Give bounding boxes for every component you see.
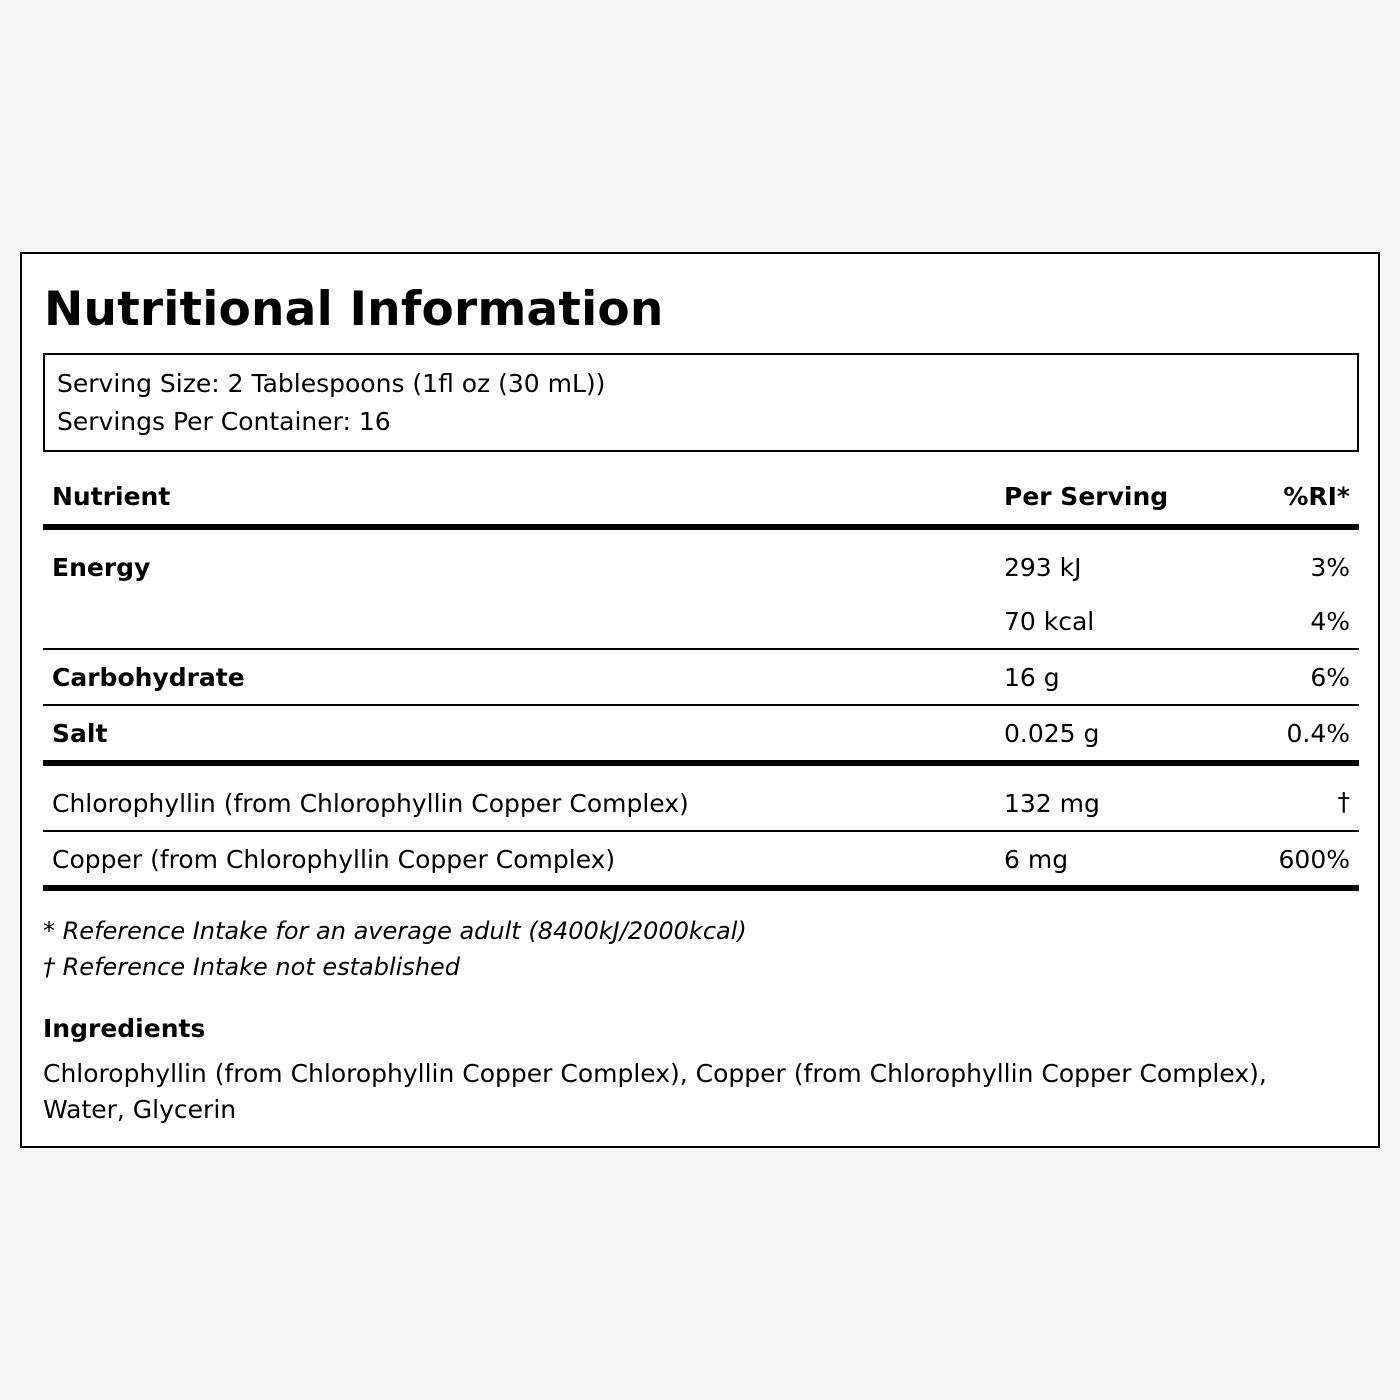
row-amount-salt: 0.025 g — [1004, 719, 1100, 748]
row-ri-carbohydrate: 6% — [1310, 663, 1350, 692]
row-amount-copper: 6 mg — [1004, 845, 1069, 874]
row-ri-energy-kcal: 4% — [1310, 607, 1350, 636]
row-ri-energy-kj: 3% — [1310, 553, 1350, 582]
serving-info-box — [43, 353, 1359, 452]
row-amount-energy-kcal: 70 kcal — [1004, 607, 1095, 636]
row-amount-chlorophyllin: 132 mg — [1004, 789, 1100, 818]
row-amount-energy-kj: 293 kJ — [1004, 553, 1082, 582]
header-nutrient: Nutrient — [52, 482, 171, 511]
table-bottom-divider — [43, 885, 1359, 891]
row-divider — [43, 648, 1359, 650]
row-nutrient-carbohydrate: Carbohydrate — [52, 663, 245, 692]
footnote-not-established: † Reference Intake not established — [43, 953, 461, 981]
serving-size: Serving Size: 2 Tablespoons (1fl oz (30 mL)) — [57, 369, 606, 398]
row-ri-salt: 0.4% — [1286, 719, 1350, 748]
row-ri-copper: 600% — [1278, 845, 1350, 874]
ingredients-list: Chlorophyllin (from Chlorophyllin Copper Complex), Copper (from Chlorophyllin Copper Complex), Water, Glycerin — [43, 1059, 1267, 1124]
servings-per-container: Servings Per Container: 16 — [57, 407, 391, 436]
row-ri-chlorophyllin: † — [1337, 787, 1350, 816]
section-divider — [43, 760, 1359, 766]
header-ri: %RI* — [1283, 482, 1350, 511]
footnote-reference-intake: * Reference Intake for an average adult (8400kJ/2000kcal) — [43, 917, 747, 945]
row-nutrient-salt: Salt — [52, 719, 108, 748]
row-amount-carbohydrate: 16 g — [1004, 663, 1060, 692]
header-per-serving: Per Serving — [1004, 482, 1169, 511]
header-divider — [43, 524, 1359, 530]
nutrition-label — [20, 252, 1380, 1148]
row-divider — [43, 704, 1359, 706]
row-nutrient-energy: Energy — [52, 553, 151, 582]
row-nutrient-chlorophyllin: Chlorophyllin (from Chlorophyllin Copper Complex) — [52, 789, 689, 818]
label-title: Nutritional Information — [44, 282, 664, 337]
row-divider — [43, 830, 1359, 832]
ingredients-heading: Ingredients — [43, 1014, 206, 1043]
row-nutrient-copper: Copper (from Chlorophyllin Copper Complex) — [52, 845, 616, 874]
